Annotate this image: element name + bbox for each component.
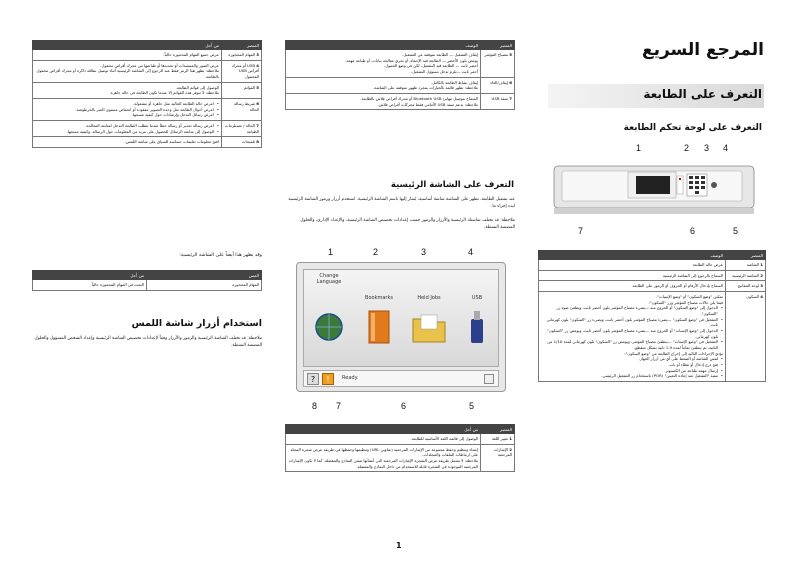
col-header: المنصر xyxy=(481,41,515,50)
tile-held-jobs[interactable] xyxy=(407,273,451,353)
home-callout-3: 3 xyxy=(421,247,427,257)
left-table xyxy=(32,40,262,148)
table-row: 8 تلميحات افتح معلومات تعليمات حساسة للسياق على شاشة اللمس. xyxy=(33,137,262,148)
home-callout-6: 6 xyxy=(401,401,407,411)
home-note: ملاحظة: قد تختلف شاشتك الرئيسية والأزرار والرموز حسب إعدادات تخصيص الشاشة الرئيسية، والإعداد الإداري، والحلول المضمنة النشطة. xyxy=(300,218,515,230)
home-paragraph: عند تشغيل الطابعة، تظهر على الشاشة شاشة أساسية، يُشار إليها باسم الشاشة الرئيسية. استخدم أزرار ورموز الشاشة الرئيسية لبدء إجراء ما. xyxy=(288,197,515,209)
col-header: المنصر xyxy=(222,41,262,50)
page-title: المرجع السريع xyxy=(641,40,764,60)
tile-bookmarks[interactable] xyxy=(357,273,401,353)
col-header: من أجل xyxy=(33,271,147,280)
tile-label: Bookmarks xyxy=(365,295,393,301)
panel-callout-2: 2 xyxy=(684,143,690,153)
table-row: 7 الحالة / مستلزمات الطباعة • اعرض رسالة تحذير أو رسالة خطأ عندما تتطلب الطابعة التدخل لمتابعة المعالجة. • الوصول إلى شاشة الرسائل للحصول على مزيد من المعلومات حول الرسالة، وكيفية مسحها. xyxy=(33,120,262,136)
col-header: الوصف xyxy=(286,41,481,50)
status-supplies-button[interactable]: ! xyxy=(322,373,334,385)
tile-label: USB xyxy=(471,295,483,301)
table-row: 5 مصباح المؤشر إيقاف التشغيل — الطابعة متوقفة عن التشغيل. يومض بلون الأخضر — الطابعة قيد الإحماء، أو تجري معالجة بيانات، أو طباعة مهمة. أخضر ثابت — الطابعة قيد التشغيل، لكن في وضع الخمول. أحمر ثابت —يلزم تدخل مسؤول التشغيل. xyxy=(286,50,515,78)
tile-change-language[interactable] xyxy=(307,273,351,353)
panel-subheading: التعرف على لوحة تحكم الطابعة xyxy=(623,123,762,133)
table-row: 4 USB أو محرك أقراص USB المحمول عرض الصور والمستندات أو تحديدها أو طباعتها من محرك أقراص محمول. ملاحظة: يظهر هذا الرمز فقط عند الرجوع إلى الشاشة الرئيسية أثناء توصيل بطاقة ذاكرة أو محرك أقراص محمول بالطابعة. xyxy=(33,60,262,82)
table-row: المهام المحجوزة البحث في المهام المحجوزة حالياً xyxy=(33,280,262,291)
tile-usb[interactable] xyxy=(455,273,499,353)
panel-callout-1: 1 xyxy=(636,143,642,153)
table-row: 3 المهام المحجوزة عرض جميع المهام المحجوزة حالياً. xyxy=(33,50,262,61)
home-callout-2: 2 xyxy=(373,247,379,257)
also-text: وقد يظهر هذا أيضاً على الشاشة الرئيسية: xyxy=(179,253,262,258)
table-row: 6 شريط رسالة الحالة • اعرض حالة الطابعة الحالية مثل جاهزة أو مشغولة. • اعرض أحوال الطابعة مثل وحدة التصوير مفقودة أو انخفاض مستوى الحبر بالخرطوشة. • اعرض رسائل التدخل وإرشادات حول كيفية مسحها. xyxy=(33,98,262,120)
panel-callout-3: 3 xyxy=(704,143,710,153)
lower-table xyxy=(285,424,515,472)
home-callout-4: 4 xyxy=(468,247,474,257)
table-row: 4 السكون تمكين "وضع السكون" أو "وضع الإسبات". فيما يلي حالات مصباح المؤشر وزر "السكون": • الدخول إلى "وضع السكون" أو الخروج منه —يضيء مصباح المؤشر بلون أخضر ثابت، ويطفئ ضوء زر "السكون". • التشغيل في "وضع السكون" —يضيء مصباح المؤشر بلون أخضر ثابت، ويضيء زر "السكون" بلون كهرماني ثابت. • الدخول إلى "وضع الإسبات" أو الخروج منه —يضيء مصباح المؤشر بلون أخضر ثابت، ويومض زر "السكون" بلون كهرماني. • التشغيل في "وضع الإسبات" —ينطفئ مصباح المؤشر، ويومض زر "السكون" بلون كهرماني لمدة 1/10 من الثانية، ثم ينطفئ تماماً لمدة 1.9 ثانية بشكل متقطع. تؤدي الإجراءات التالية إلى إخراج الطابعة من "وضع السكون": • لمس الشاشة أو الضغط على أي من أزرار الجهاز. • فتح درج إدخال أو غطاء أو باب. • إرسال مهمة طباعة من الكمبيوتر. • تنفيذ "التشغيل عند إعادة التعيين" (POR) باستخدام زر التشغيل الرئيسي. xyxy=(539,291,766,381)
panel-callout-4: 4 xyxy=(723,143,729,153)
status-message: Ready. xyxy=(342,375,359,381)
usb-icon xyxy=(455,309,499,349)
tips-button[interactable]: ? xyxy=(307,373,319,385)
table-row: 2 الشاشة الرئيسية السماح بالرجوع إلى الشاشة الرئيسية xyxy=(539,270,766,281)
home-callout-5: 5 xyxy=(469,401,475,411)
col-header: الوصف xyxy=(539,251,726,260)
folder-icon xyxy=(407,309,451,349)
panel-callout-7: 7 xyxy=(578,226,584,236)
home-callout-7: 7 xyxy=(336,401,342,411)
col-header: من أجل xyxy=(33,41,222,50)
home-callout-8: 8 xyxy=(312,401,318,411)
table-row: 2 الإشارات المرجعية إنشاء وتنظيم وحفظ مجموعة من الإشارات المرجعية (عناوين URL) وتنظيمها وحفظها في طريقة عرض شجرة المجلد على ارتباطات الملفات والمجلدات. ملاحظة: لا تشمل طريقة عرض الشجرة الإشارات المرجعية التي أنشأتها ضمن النماذج والمفضلة، كما لا تكون الإشارات المرجعية الموجودة في الشجرة قابلة للاستخدام من داخل النماذج والمفضلة. xyxy=(286,444,515,472)
status-bar xyxy=(303,370,499,387)
touch-note: ملاحظة: قد تختلف الشاشة الرئيسية والرموز والأزرار وفقاً لإعدادات تخصيص الشاشة الرئيسية وإعداد الشخص المسؤول والحلول المضمنة النشطة. xyxy=(34,336,262,348)
table-row: 5 القوائم الوصول إلى قوائم الطابعة. ملاحظة: لا تتوفر هذه القوائم إلا عندما تكون الطابعة في حالة جاهزة. xyxy=(33,82,262,98)
table-row: 3 لوحة المفاتيح السماح بإدخال الأرقام أو الحروف أو الرموز على الطابعة. xyxy=(539,281,766,292)
table-row: 6 إيقاف/الغاء إيقاف نشاط الطابعة بالكامل. ملاحظة: تظهر قائمة بالخيارات بمجرد ظهور متوقفة على الشاشة. xyxy=(286,77,515,93)
bookmark-icon xyxy=(357,309,401,349)
panel-table xyxy=(538,250,766,382)
tile-label: Held Jobs xyxy=(417,295,441,301)
col-header: المس xyxy=(147,271,262,280)
section-learn-heading: التعرف على الطابعة xyxy=(643,87,762,101)
col-header: المنصر xyxy=(726,251,766,260)
col-header: المنصر xyxy=(481,425,515,434)
home-callout-1: 1 xyxy=(328,247,334,257)
control-panel-illustration xyxy=(550,158,760,218)
section-home-heading: التعرف على الشاشة الرئيسية xyxy=(390,180,514,190)
small-table xyxy=(32,270,262,291)
menu-icon[interactable] xyxy=(484,374,494,384)
globe-icon xyxy=(307,311,351,351)
table-row: 7 منفذ USB السماح بتوصيل مهايئ Bluetooth USB أو محرك أقراص فلاش بالطابعة. ملاحظة: يدعم منفذ USB الأمامي فقط محركات أقراص فلاش. xyxy=(286,93,515,109)
tile-label: Change Language xyxy=(316,273,342,285)
panel-callout-5: 5 xyxy=(733,226,739,236)
home-screen-illustration xyxy=(296,262,506,392)
col-header: من أجل xyxy=(286,425,481,434)
section-touch-heading: استخدام أزرار شاشة اللمس xyxy=(131,318,262,329)
page-number: 1 xyxy=(396,541,402,550)
mid-table xyxy=(285,40,515,110)
table-row: 1 الشاشة عرض حالة الطابعة xyxy=(539,260,766,271)
panel-callout-6: 6 xyxy=(690,226,696,236)
table-row: 1 تغيير اللغة الوصول إلى قائمة اللغة الأساسية للطابعة. xyxy=(286,434,515,445)
